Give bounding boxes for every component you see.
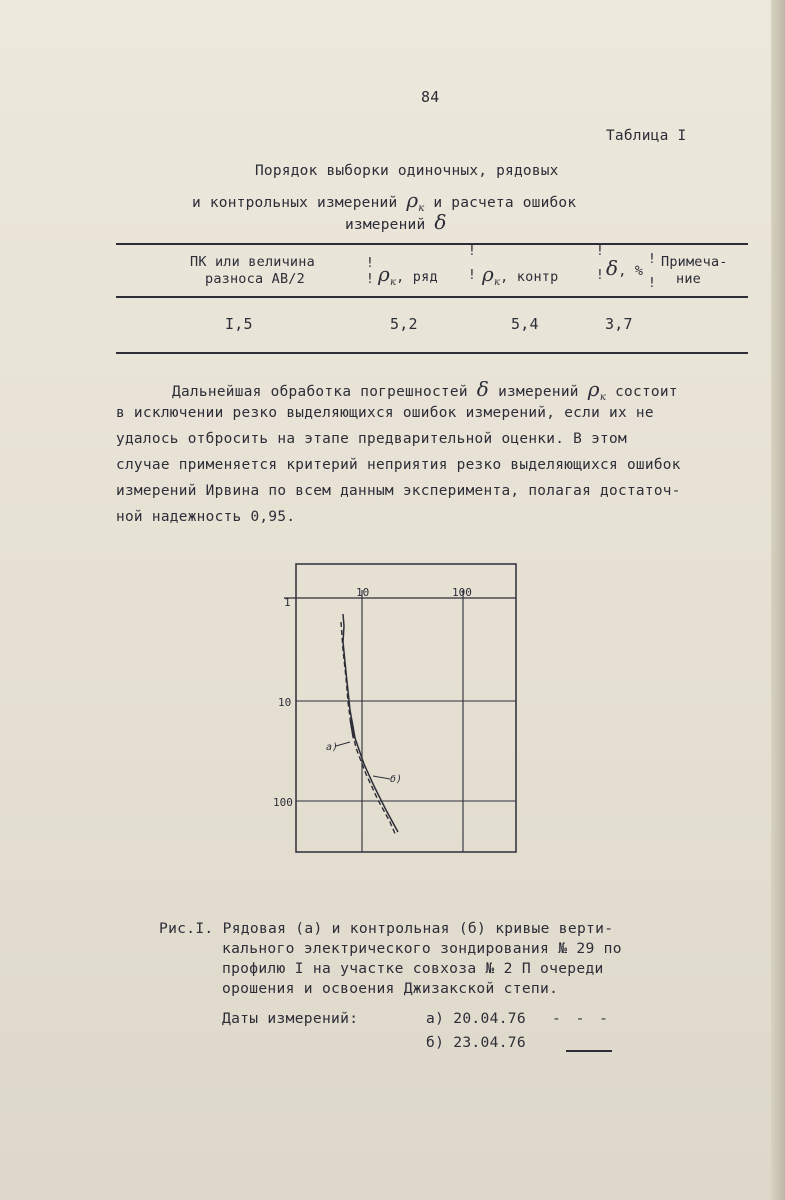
legend-solid: [566, 1050, 612, 1052]
dates-label: Даты измерений:: [222, 1010, 359, 1027]
column-separator: !: [596, 268, 604, 283]
figure-caption-line: Рис.I. Рядовая (а) и контрольная (б) кривые верти-: [159, 920, 614, 937]
paragraph-text: Дальнейшая обработка погрешностей: [172, 384, 468, 400]
rho-subscript: к: [389, 277, 397, 288]
paragraph-text: состоит: [615, 384, 678, 400]
figure-frame: [296, 564, 516, 852]
figure-caption-line: орошения и освоения Джизакской степи.: [222, 980, 559, 997]
page-edge-shadow: [771, 0, 785, 1200]
left-tick-1: 1: [284, 596, 291, 609]
column-header-text: , %: [618, 263, 644, 279]
rho-symbol: ρ: [378, 262, 390, 286]
table-label: Таблица I: [606, 128, 687, 144]
table-header-rule: [116, 296, 748, 298]
rho-subscript: к: [418, 203, 425, 214]
date-b: б) 23.04.76: [426, 1034, 526, 1051]
figure-caption-line: кального электрического зондирования № 29 по: [222, 940, 622, 957]
paragraph-line: ной надежность 0,95.: [116, 509, 296, 525]
page-number: 84: [421, 88, 440, 106]
date-a: а) 20.04.76: [426, 1010, 526, 1027]
rho-subscript: к: [493, 277, 501, 288]
table-bottom-rule: [116, 352, 748, 354]
rho-symbol: ρ: [587, 377, 600, 401]
curve-a-label: а): [326, 742, 339, 753]
column-header-text: , контр: [500, 269, 559, 285]
column-header-text: , ряд: [396, 269, 438, 285]
paragraph-line: случае применяется критерий неприятия резко выделяющихся ошибок: [116, 457, 681, 473]
delta-symbol: δ: [476, 377, 490, 401]
column-separator: !: [596, 244, 604, 259]
column-header-rho-control: [482, 262, 558, 288]
heading-text: и расчета ошибок: [433, 195, 577, 211]
column-header-note-line2: ние: [676, 271, 701, 287]
column-separator: !: [648, 276, 656, 291]
delta-symbol: δ: [434, 210, 447, 234]
column-separator: !: [366, 272, 374, 287]
column-separator: !: [648, 252, 656, 267]
table-cell-rho-row: 5,2: [390, 315, 418, 333]
top-tick-100: 100: [452, 586, 472, 599]
heading-text: и контрольных измерений: [192, 195, 398, 211]
table-cell-delta: 3,7: [605, 315, 633, 333]
column-separator: !: [468, 268, 476, 283]
column-separator: !: [468, 244, 476, 259]
ves-curve-figure: [270, 560, 540, 860]
curve-a-row: [341, 622, 396, 836]
paragraph-line: [172, 377, 678, 403]
rho-subscript: к: [599, 392, 607, 403]
left-tick-100: 100: [273, 796, 293, 809]
curve-marker: [351, 720, 354, 738]
top-tick-10: 10: [356, 586, 370, 599]
paragraph-line: удалось отбросить на этапе предварительной оценки. В этом: [116, 431, 627, 447]
paragraph-line: в исключении резко выделяющихся ошибок измерений, если их не: [116, 405, 654, 421]
legend-dashed: - - -: [552, 1010, 611, 1027]
heading-text: измерений: [345, 217, 426, 233]
table-heading-line3: [345, 210, 447, 234]
column-separator: !: [366, 256, 374, 271]
curve-b-leader: [373, 776, 390, 779]
paragraph-line: измерений Ирвина по всем данным эксперимента, полагая достаточ-: [116, 483, 681, 499]
table-top-rule: [116, 243, 748, 245]
rho-symbol: ρ: [406, 188, 419, 212]
column-header-delta: [606, 256, 643, 280]
table-cell-rho-control: 5,4: [511, 315, 539, 333]
table-cell-ab2: I,5: [225, 315, 253, 333]
column-header-ab2: ПК или величина: [190, 254, 315, 270]
paragraph-text: измерений: [498, 384, 579, 400]
rho-symbol: ρ: [482, 262, 494, 286]
figure-caption-line: профилю I на участке совхоза № 2 П очереди: [222, 960, 604, 977]
column-header-rho-row: [378, 262, 438, 288]
column-header-ab2-line2: разноса AB/2: [205, 271, 305, 287]
curve-b-label: б): [390, 774, 403, 785]
delta-symbol: δ: [606, 256, 619, 280]
curve-a-leader: [336, 742, 350, 746]
column-header-note: Примеча-: [661, 254, 728, 270]
left-tick-10: 10: [278, 696, 292, 709]
table-heading-line1: Порядок выборки одиночных, рядовых: [255, 163, 559, 179]
